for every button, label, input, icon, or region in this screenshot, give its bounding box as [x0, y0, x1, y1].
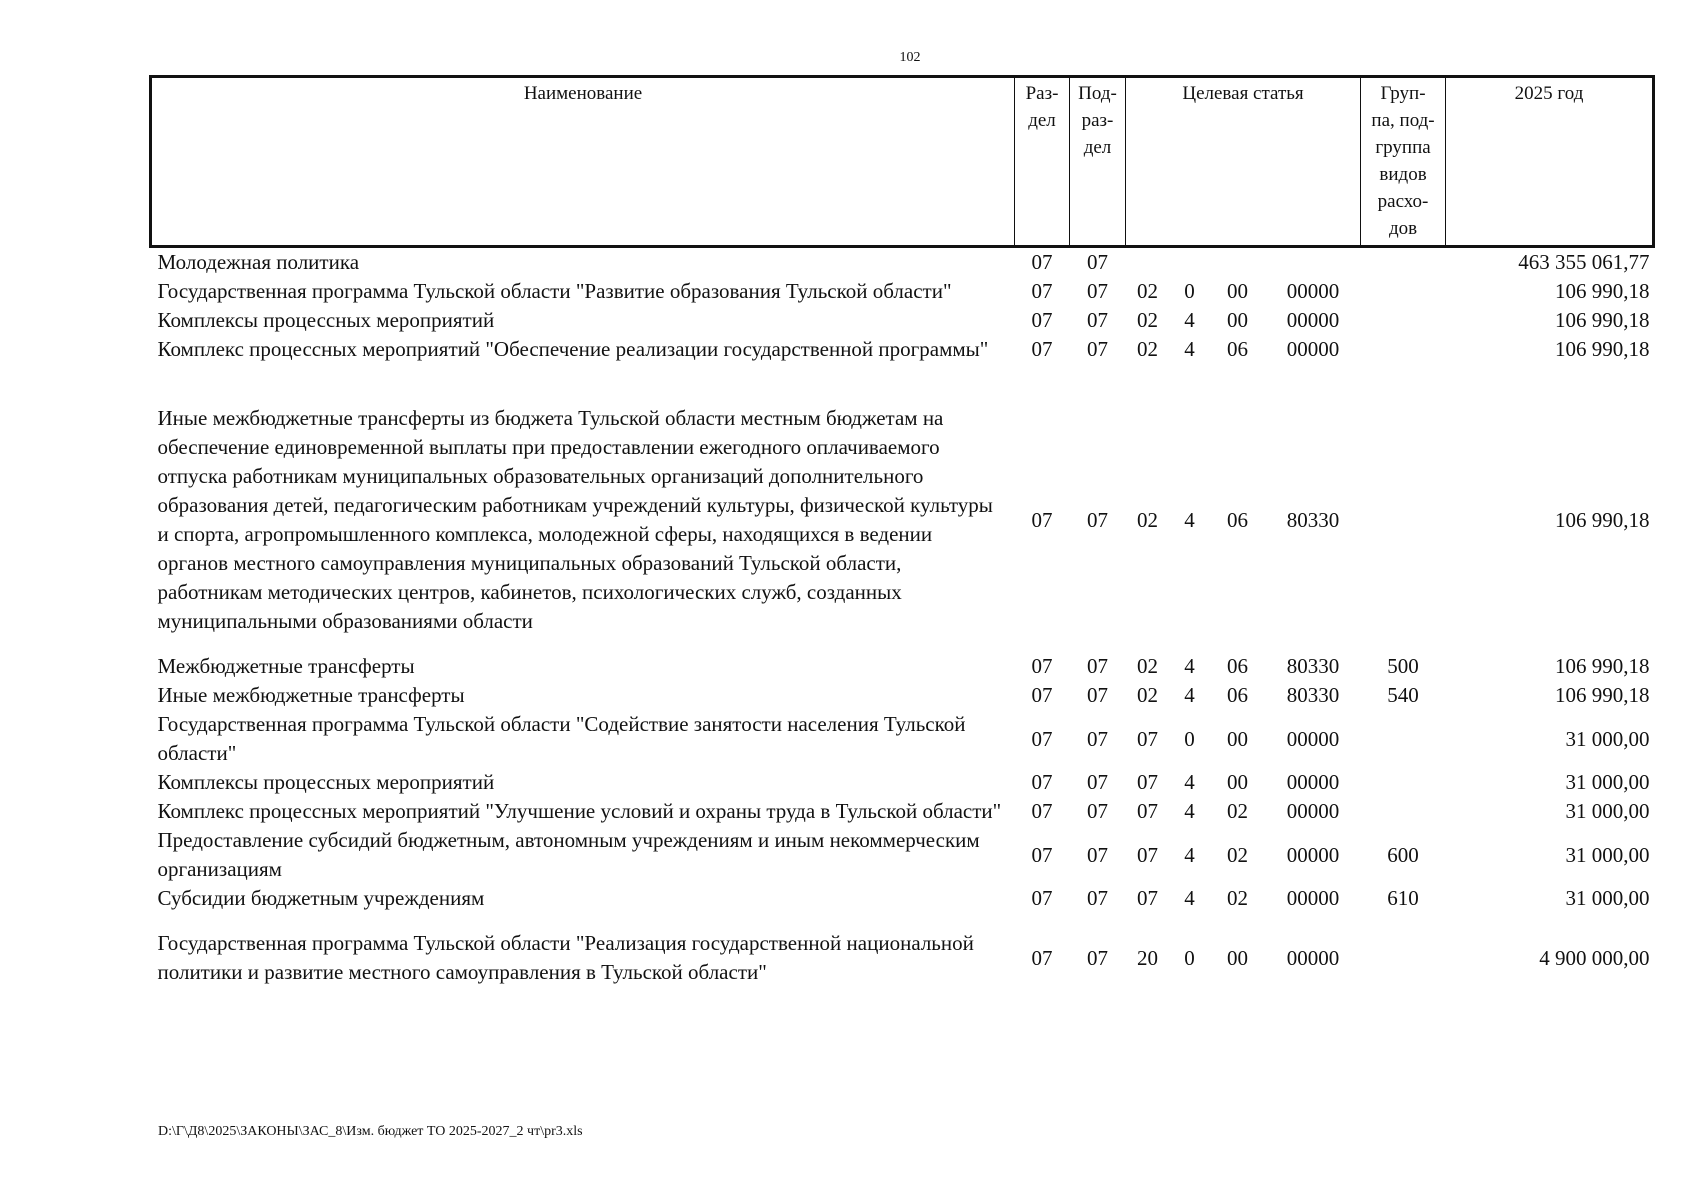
header-podrazdel-line: дел — [1083, 137, 1112, 158]
row-cs-program: 02 — [1137, 507, 1158, 532]
row-cs-type — [1170, 247, 1210, 278]
row-cs-direction: 80330 — [1286, 683, 1340, 707]
table-row — [151, 797, 1654, 826]
row-podrazdel: 07 — [1087, 308, 1108, 332]
table-row — [151, 247, 1654, 278]
row-cs-direction: 80330 — [1286, 507, 1340, 532]
row-amount: 106 990,18 — [1555, 507, 1650, 532]
row-cs-type: 4 — [1184, 337, 1195, 361]
row-razdel: 07 — [1031, 279, 1053, 303]
row-podrazdel: 07 — [1087, 799, 1108, 823]
row-cs-program: 07 — [1137, 799, 1158, 823]
row-cs-type: 4 — [1184, 886, 1195, 910]
row-razdel: 07 — [1031, 726, 1053, 751]
row-cs-type: 4 — [1184, 654, 1195, 678]
row-podrazdel: 07 — [1087, 726, 1108, 751]
row-podrazdel: 07 — [1087, 886, 1108, 910]
row-cs-structural: 06 — [1227, 683, 1248, 707]
row-cs-direction: 00000 — [1286, 770, 1340, 794]
row-cs-direction: 00000 — [1286, 945, 1340, 970]
row-cs-program: 07 — [1137, 726, 1158, 751]
row-cs-program: 02 — [1137, 337, 1158, 361]
row-razdel: 07 — [1031, 507, 1053, 532]
row-cs-program — [1126, 247, 1170, 278]
row-name: Государственная программа Тульской области "Развитие образования Тульской области" — [157, 279, 952, 303]
row-podrazdel: 07 — [1087, 842, 1108, 867]
row-cs-structural: 00 — [1227, 726, 1248, 751]
row-cs-type: 4 — [1184, 770, 1195, 794]
table-row — [151, 884, 1654, 929]
header-podrazdel — [1070, 77, 1126, 247]
table-row — [151, 380, 1654, 652]
row-cs-program: 07 — [1137, 886, 1158, 910]
row-cs-program: 02 — [1137, 279, 1158, 303]
row-amount: 31 000,00 — [1565, 886, 1650, 910]
row-group: 610 — [1387, 886, 1419, 910]
table-row — [151, 826, 1654, 884]
header-group-line: группа — [1375, 137, 1431, 158]
row-cs-structural: 06 — [1227, 507, 1248, 532]
file-path-footer: D:\Г\Д8\2025\ЗАКОНЫ\ЗАС_8\Изм. бюджет ТО 2025-2027_2 чт\pr3.xls — [158, 1124, 583, 1139]
row-cs-type: 4 — [1184, 308, 1195, 332]
row-group — [1361, 335, 1446, 380]
row-group: 540 — [1387, 683, 1419, 707]
header-name: Наименование — [151, 77, 1015, 247]
row-podrazdel: 07 — [1087, 654, 1108, 678]
row-name: Субсидии бюджетным учреждениям — [157, 886, 485, 910]
row-group — [1361, 710, 1446, 768]
row-amount: 106 990,18 — [1555, 683, 1650, 707]
row-group — [1361, 247, 1446, 278]
row-group: 500 — [1387, 654, 1419, 678]
row-group — [1361, 380, 1446, 652]
row-cs-type: 0 — [1184, 279, 1195, 303]
header-group-line: дов — [1388, 218, 1418, 239]
table-row — [151, 929, 1654, 987]
row-cs-structural: 06 — [1227, 337, 1248, 361]
row-name: Государственная программа Тульской области "Реализация государственной национальной политики и развитие местного самоуправления в Тульской области" — [157, 931, 974, 984]
row-cs-direction: 00000 — [1286, 726, 1340, 751]
row-name: Иные межбюджетные трансферты — [157, 683, 465, 707]
header-razdel — [1015, 77, 1070, 247]
row-amount: 106 990,18 — [1555, 308, 1650, 332]
row-podrazdel: 07 — [1087, 945, 1108, 970]
row-razdel: 07 — [1031, 654, 1053, 678]
page-number: 102 — [899, 50, 921, 65]
row-cs-type: 4 — [1184, 842, 1195, 867]
row-cs-type: 4 — [1184, 799, 1195, 823]
row-amount: 31 000,00 — [1565, 799, 1650, 823]
row-amount: 31 000,00 — [1565, 770, 1650, 794]
row-podrazdel: 07 — [1087, 683, 1108, 707]
row-podrazdel: 07 — [1087, 250, 1108, 274]
row-name: Молодежная политика — [157, 250, 360, 274]
table-row — [151, 681, 1654, 710]
row-amount: 31 000,00 — [1565, 842, 1650, 867]
row-group — [1361, 929, 1446, 987]
row-amount: 106 990,18 — [1555, 279, 1650, 303]
row-razdel: 07 — [1031, 886, 1053, 910]
header-group — [1361, 77, 1446, 247]
row-group — [1361, 277, 1446, 306]
header-group-line: па, под- — [1371, 110, 1435, 131]
table-row — [151, 710, 1654, 768]
row-cs-type: 0 — [1184, 726, 1195, 751]
row-amount: 106 990,18 — [1555, 654, 1650, 678]
table-row — [151, 306, 1654, 335]
row-podrazdel: 07 — [1087, 279, 1108, 303]
budget-table — [149, 75, 1655, 987]
row-group — [1361, 306, 1446, 335]
row-cs-structural: 02 — [1227, 886, 1248, 910]
row-cs-direction: 00000 — [1286, 308, 1340, 332]
row-cs-program: 20 — [1137, 945, 1158, 970]
row-razdel: 07 — [1031, 842, 1053, 867]
row-cs-direction — [1266, 247, 1361, 278]
row-cs-direction: 00000 — [1286, 886, 1340, 910]
header-group-line: видов — [1379, 164, 1427, 185]
row-cs-program: 02 — [1137, 683, 1158, 707]
table-row — [151, 768, 1654, 797]
row-group: 600 — [1387, 842, 1419, 867]
row-cs-structural — [1210, 247, 1266, 278]
header-group-line: расхо- — [1377, 191, 1429, 212]
row-cs-type: 4 — [1184, 683, 1195, 707]
table-row — [151, 277, 1654, 306]
table-header — [151, 77, 1654, 247]
row-cs-direction: 00000 — [1286, 279, 1340, 303]
row-name: Комплексы процессных мероприятий — [157, 308, 495, 332]
row-name: Межбюджетные трансферты — [157, 654, 415, 678]
row-amount: 463 355 061,77 — [1518, 250, 1650, 274]
row-cs-direction: 00000 — [1286, 799, 1340, 823]
table-body — [151, 247, 1654, 988]
row-name: Государственная программа Тульской области "Содействие занятости населения Тульской области" — [157, 712, 966, 765]
row-cs-program: 07 — [1137, 842, 1158, 867]
header-target-article: Целевая статья — [1126, 77, 1361, 247]
header-razdel-line: дел — [1028, 110, 1056, 131]
row-razdel: 07 — [1031, 308, 1053, 332]
row-amount: 106 990,18 — [1555, 337, 1650, 361]
row-name: Комплекс процессных мероприятий "Улучшение условий и охраны труда в Тульской области" — [157, 799, 1002, 823]
row-razdel: 07 — [1031, 799, 1053, 823]
row-cs-direction: 00000 — [1286, 337, 1340, 361]
header-group-line: Груп- — [1380, 83, 1426, 104]
row-amount: 31 000,00 — [1565, 726, 1650, 751]
row-razdel: 07 — [1031, 683, 1053, 707]
row-cs-structural: 00 — [1227, 308, 1248, 332]
row-razdel: 07 — [1031, 250, 1053, 274]
row-razdel: 07 — [1031, 770, 1053, 794]
row-razdel: 07 — [1031, 945, 1053, 970]
row-podrazdel: 07 — [1087, 337, 1108, 361]
row-name: Комплекс процессных мероприятий "Обеспечение реализации государственной программы" — [157, 337, 989, 361]
row-cs-program: 02 — [1137, 654, 1158, 678]
row-cs-structural: 06 — [1227, 654, 1248, 678]
row-cs-direction: 80330 — [1286, 654, 1340, 678]
row-name: Иные межбюджетные трансферты из бюджета Тульской области местным бюджетам на обеспечение единовременной выплаты при предоставлении ежегодного оплачиваемого отпуска работникам муниципальных образовательных организаций дополнительного образования детей, педагогическим работникам учреждений культуры, физической культуры и спорта, агропромышленного комплекса, молодежной сферы, находящихся в ведении органов местного самоуправления муниципальных образований Тульской области, работникам методических центров, кабинетов, психологических служб, созданных муниципальными образованиями области — [157, 406, 993, 633]
row-cs-structural: 00 — [1227, 945, 1248, 970]
row-cs-direction: 00000 — [1286, 842, 1340, 867]
row-cs-type: 0 — [1184, 945, 1195, 970]
table-row — [151, 652, 1654, 681]
row-podrazdel: 07 — [1087, 770, 1108, 794]
row-cs-structural: 00 — [1227, 770, 1248, 794]
row-cs-structural: 02 — [1227, 842, 1248, 867]
header-year: 2025 год — [1446, 77, 1654, 247]
header-podrazdel-line: Под- — [1078, 83, 1117, 104]
row-amount: 4 900 000,00 — [1539, 945, 1650, 970]
header-razdel-line: Раз- — [1025, 83, 1059, 104]
table-row — [151, 335, 1654, 380]
row-group — [1361, 768, 1446, 797]
row-razdel: 07 — [1031, 337, 1053, 361]
row-podrazdel: 07 — [1087, 507, 1108, 532]
row-group — [1361, 797, 1446, 826]
row-name: Комплексы процессных мероприятий — [157, 770, 495, 794]
row-name: Предоставление субсидий бюджетным, автономным учреждениям и иным некоммерческим организациям — [157, 828, 980, 881]
row-cs-type: 4 — [1184, 507, 1195, 532]
row-cs-program: 07 — [1137, 770, 1158, 794]
header-podrazdel-line: раз- — [1081, 110, 1114, 131]
row-cs-structural: 00 — [1227, 279, 1248, 303]
row-cs-program: 02 — [1137, 308, 1158, 332]
row-cs-structural: 02 — [1227, 799, 1248, 823]
